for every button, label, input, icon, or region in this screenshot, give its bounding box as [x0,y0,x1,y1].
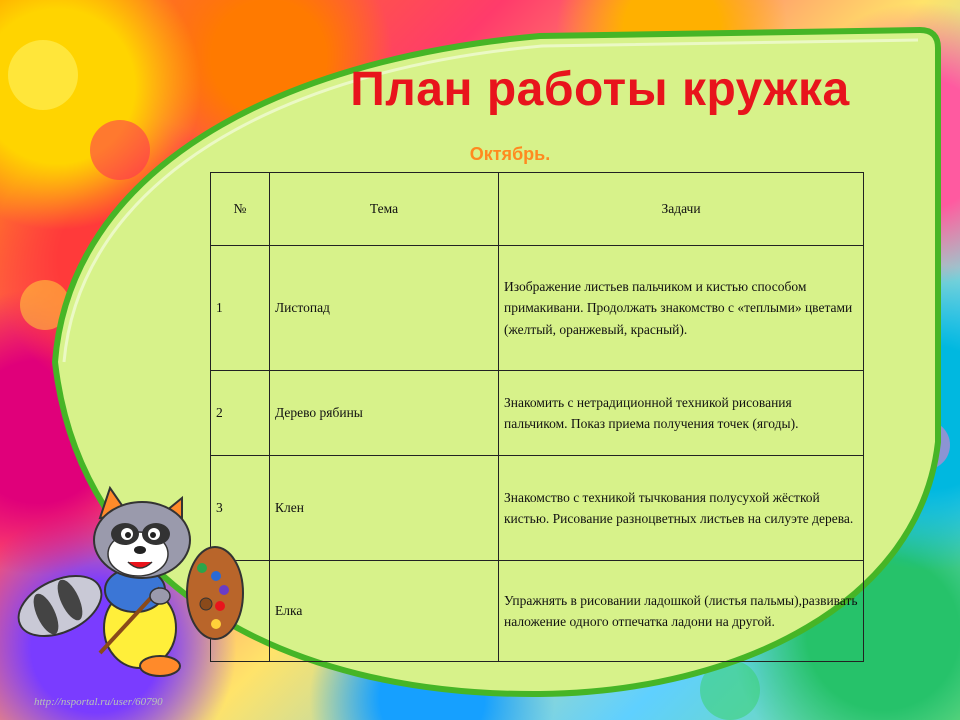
header-tasks: Задачи [499,173,864,246]
raccoon-tail [10,564,111,648]
row-topic: Дерево рябины [270,371,499,456]
raccoon-painter-illustration [10,478,250,683]
header-number: № [211,173,270,246]
source-watermark: http://nsportal.ru/user/60790 [34,696,163,708]
row-number: 3 [211,456,270,561]
table-row [211,246,864,371]
table-row [211,371,864,456]
row-task: Знакомить с нетрадиционной техникой рисования пальчиком. Показ приема получения точек (ягоды). [499,371,864,456]
table-row [211,456,864,561]
row-task: Знакомство с техникой тычкования полусухой жёсткой кистью. Рисование разноцветных листьев на силуэте дерева. [499,456,864,561]
raccoon-head [94,488,190,578]
row-topic: Листопад [270,246,499,371]
table-row [211,561,864,662]
raccoon-foot [140,656,180,676]
table-header-row [211,173,864,246]
row-task: Упражнять в рисовании ладошкой (листья пальмы),развивать наложение одного отпечатка ладони на другой. [499,561,864,662]
slide-title: План работы кружка [350,63,850,116]
raccoon-hand [150,588,170,604]
slide-subtitle: Октябрь. [469,144,551,164]
row-number: 2 [211,371,270,456]
row-topic: Клен [270,456,499,561]
row-topic: Елка [270,561,499,662]
paint-palette [187,547,243,639]
row-number: 1 [211,246,270,371]
row-task: Изображение листьев пальчиком и кистью способом примакивани. Продолжать знакомство с «теплыми» цветами (желтый, оранжевый, красный). [499,246,864,371]
header-topic: Тема [270,173,499,246]
plan-table [210,172,864,662]
